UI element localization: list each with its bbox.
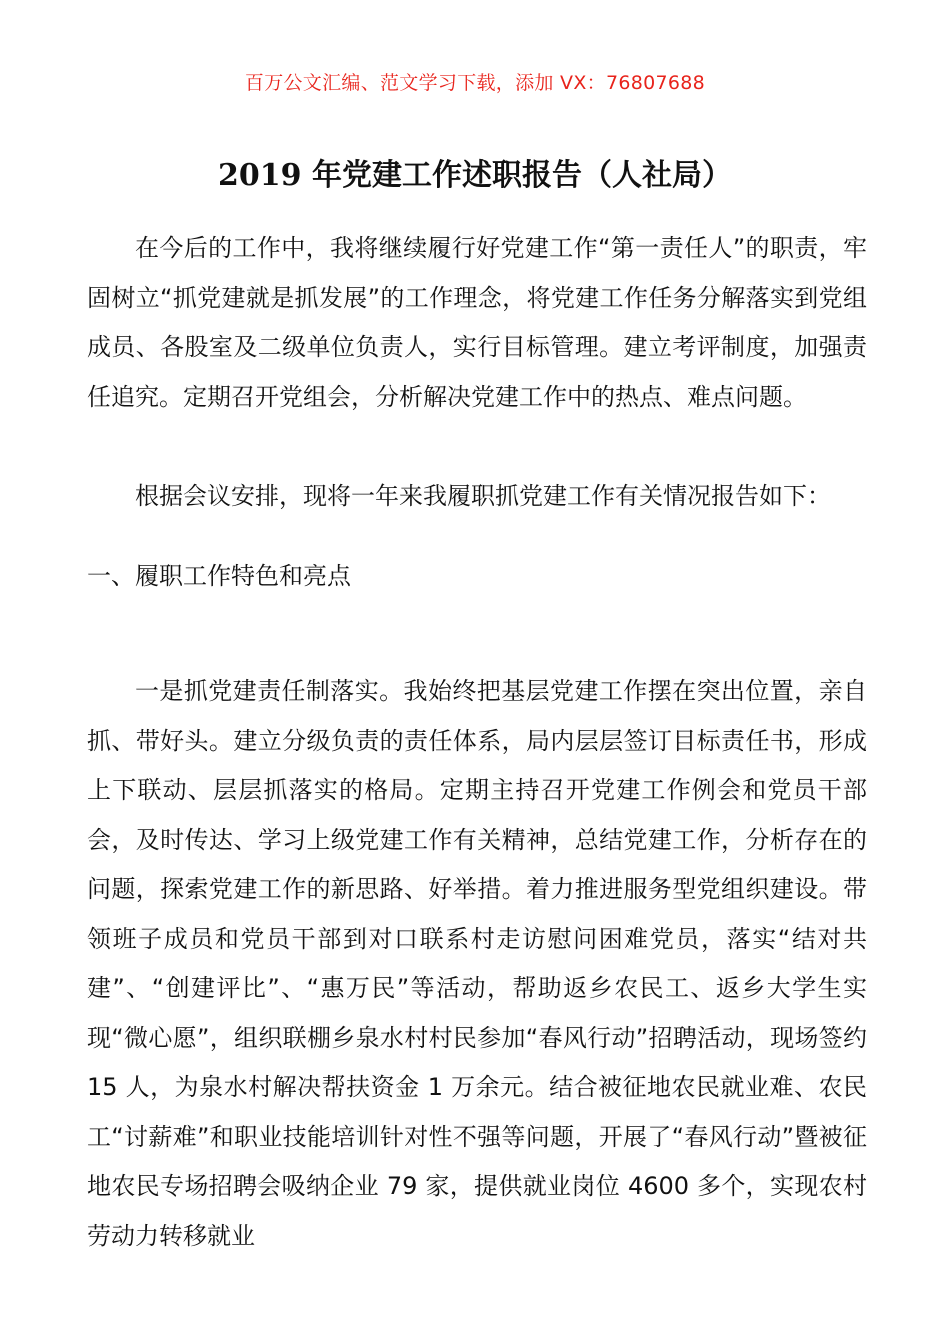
section-heading-1: 一、履职工作特色和亮点 (87, 562, 351, 590)
header-watermark-note: 百万公文汇编、范文学习下载，添加 VX：76807688 (244, 72, 706, 94)
document-title: 2019 年党建工作述职报告（人社局） (218, 158, 732, 193)
paragraph-intro: 在今后的工作中，我将继续履行好党建工作“第一责任人”的职责，牢固树立“抓党建就是抓发展”的工作理念，将党建工作任务分解落实到党组成员、各股室及二级单位负责人，实行目标管理。建立考评制度，加强责任追究。定期召开党组会，分析解决党建工作中的热点、难点问题。 (87, 234, 867, 411)
paragraph-point-1: 一是抓党建责任制落实。我始终把基层党建工作摆在突出位置，亲自抓、带好头。建立分级负责的责任体系，局内层层签订目标责任书，形成上下联动、层层抓落实的格局。定期主持召开党建工作例会和党员干部会，及时传达、学习上级党建工作有关精神，总结党建工作，分析存在的问题，探索党建工作的新思路、好举措。着力推进服务型党组织建设。带领班子成员和党员干部到对口联系村走访慰问困难党员，落实“结对共建”、“创建评比”、“惠万民”等活动，帮助返乡农民工、返乡大学生实现“微心愿”，组织联棚乡泉水村村民参加“春风行动”招聘活动，现场签约 15 人，为泉水村解决帮扶资金 1 万余元。结合被征地农民就业难、农民工“讨薪难”和职业技能培训针对性不强等问题，开展了“春风行动”暨被征地农民专场招聘会吸纳企业 79 家，提供就业岗位 4600 多个，实现农村劳动力转移就业 (87, 677, 867, 1250)
paragraph-report-lead: 根据会议安排，现将一年来我履职抓党建工作有关情况报告如下： (135, 482, 831, 510)
